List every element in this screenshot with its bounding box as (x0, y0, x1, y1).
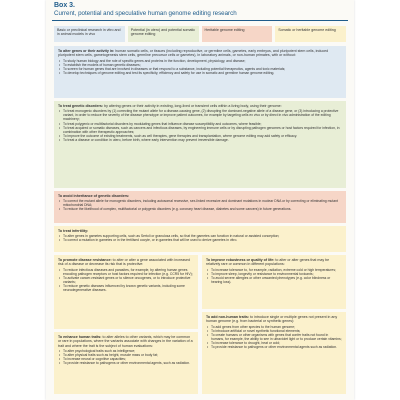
section-intro: to alter or alter genes that may be relatively rare or common in different populations: (206, 258, 330, 267)
bullet-list (206, 325, 342, 350)
section-lead: To avoid inheritance of genetic disorders: (58, 194, 130, 198)
legend-item-somatic-or-heritable: Somatic or heritable genome editing (275, 26, 346, 42)
bullet-item: • To treat monogenic disorders by (1) correcting the mutant allele for a disease-causing gene, (2) disrupting the dominant-negative allele of a disease gene, or (3) introducing a protective variant, in order to reduce the severity of the disease phenotype or improve patient outcomes, for example by targeting cells ex vivo or by direct in vivo administration of the editing machinery; (58, 109, 342, 121)
bullet-list (58, 234, 342, 242)
section-heading (206, 315, 342, 324)
bullet-list (58, 349, 194, 365)
bullet-list (58, 199, 342, 211)
bullet-list (58, 268, 194, 293)
box-title: Current, potential and speculative human genome editing research (54, 10, 237, 17)
section-intro: to alter or alter a gene associated with increased risk of a disease or decrease its risk that is protective: (58, 258, 190, 267)
legend-item-basic: Basic or preclinical research in vitro and in animal models in vivo (54, 26, 125, 42)
bullet-item: • To increase neural or cognitive capacities; (58, 357, 194, 361)
document-page (46, 0, 354, 400)
bullet-item: • To introduce artificial or novel synthetic functional elements; (206, 329, 342, 333)
bullet-item: • To improve sleep, longevity or resistance to environmental toxicants; (206, 272, 342, 276)
section-heading (58, 335, 194, 348)
section-lead: To treat genetic disorders: (58, 104, 104, 108)
section-treat-infertility (54, 226, 346, 252)
bullet-item: • To add genes from other species to the human genome; (206, 325, 342, 329)
bullet-item: • To treat a disease or condition in utero, before birth, where early intervention may prevent irreversible damage. (58, 138, 342, 142)
section-treat-genetic-disorders (54, 101, 346, 188)
section-avoid-inheritance (54, 191, 346, 223)
section-enhance-traits (54, 332, 198, 394)
section-disease-resistance (54, 255, 198, 329)
section-lead: To add non-human traits: (206, 315, 250, 319)
header-divider (52, 20, 348, 21)
bullet-item: • To increase tolerance to drought, heat or cold; (206, 341, 342, 345)
box-label: Box 3. (54, 2, 76, 9)
bullet-item: • To treat polygenic or multifactorial disorders by modulating genes that influence disease susceptibility and outcomes, where feasible; (58, 122, 342, 126)
bullet-item: • To activate cancer-resistant genes or to silence oncogenes, or to introduce protective variants; (58, 276, 194, 284)
section-heading (58, 104, 342, 108)
bullet-list (58, 59, 342, 75)
bullet-item: • To correct a mutation in gametes or in the fertilised oocyte, or in gametes that will be used to derive gametes in vitro. (58, 238, 342, 242)
bullet-item: • To develop techniques of genome editing and test its specificity, efficiency and safety for use in somatic and germline human genome editing. (58, 71, 342, 75)
section-intro: by altering genes or their activity in existing, long-lived or transient cells within a living body, using their genome: (103, 104, 282, 108)
section-add-nonhuman-traits (202, 312, 346, 394)
section-intro: human somatic cells, or tissues (including reproductive, or germline cells, gametes, early embryos, and pluripotent stem cells, induced pluripotent stem cells, gametogenesis stem cells, germline precursor cells or gametes), in laboratory animals, or non-human primates, with or without: (58, 49, 329, 58)
section-lead: To enhance human traits: (58, 335, 102, 339)
section-heading (58, 258, 194, 267)
section-intro: to introduce single or multiple genes not present in any human genome (e.g. from bacterial or synthetic genes): (206, 315, 338, 324)
legend-item-heritable: Heritable genome editing (202, 26, 273, 42)
bullet-list (206, 268, 342, 284)
bullet-item: • To reduce genetic diseases influenced by known genetic variants, including some neurodegenerative diseases. (58, 284, 194, 292)
bullet-item: • To study human biology and the role of specific genes and proteins in the function, development, physiology, and disease; (58, 59, 342, 63)
bullet-item: • To increase tolerance to, for example, radiation, extreme cold or high temperatures; (206, 268, 342, 272)
section-basic-research (54, 46, 346, 98)
legend (54, 26, 346, 42)
section-heading (58, 229, 342, 233)
bullet-item: • To avoid severe allergies or other unwanted phenotypes (e.g. color blindness or hearing loss). (206, 276, 342, 284)
bullet-item: • To correct the mutant allele for monogenic disorders, including autosomal recessive, sex-linked recessive and dominant mutations in nuclear DNA or by correcting or eliminating mutant mitochondrial DNA; (58, 199, 342, 207)
section-lead: To treat infertility: (58, 229, 89, 233)
bullet-item: • To alter physical traits such as height, muscle mass or body fat; (58, 353, 194, 357)
bullet-item: • To reduce the likelihood of complex, multifactorial or polygenic disorders (e.g. coronary heart disease, diabetes and some cancers) in future generations. (58, 207, 342, 211)
section-robustness (202, 255, 346, 309)
bullet-item: • To provide resistance to pathogens or other environmental agents such as radiation. (206, 345, 342, 349)
section-lead: To alter genes or their activity in: (58, 49, 115, 53)
section-lead: To promote disease resistance: (58, 258, 112, 262)
legend-item-somatic: Potential (in utero) and potential somatic genome editing (128, 26, 199, 42)
bullet-item: • To provide resistance to pathogens or other environmental agents, such as radiation. (58, 361, 194, 365)
section-heading (58, 194, 342, 198)
bullet-item: • To treat acquired or somatic diseases, such as cancers and infectious diseases, by engineering immune cells or by disrupting pathogen genomes or host factors required for infection, in combination with other therapeutic approaches; (58, 126, 342, 134)
bullet-item: • To improve the outcome of existing treatments, such as cell therapies, gene therapies and transplantation, where genome editing may add safety or efficacy. (58, 134, 342, 138)
bullet-item: • To screen for human genes that are involved in diseases or that respond to a substance, including potential therapeutics, agents and toxic materials; (58, 67, 342, 71)
box-header (54, 2, 237, 17)
bullet-item: • To alter genes in gametes supporting cells, such as Sertoli or granulosa cells, so that the gametes can function in natural or assisted conception; (58, 234, 342, 238)
bullet-item: • To establish the models of human genetic diseases; (58, 63, 342, 67)
section-heading (206, 258, 342, 267)
bullet-item: • To alter psychological traits such as intelligence; (58, 349, 194, 353)
section-lead: To improve robustness or quality of life: (206, 258, 275, 262)
section-heading (58, 49, 342, 58)
section-intro: to alter alleles to other variants, which may be common or rare in populations, where the variants associate with changes in the variation of a trait and where the trait is the subject of human evaluations: (58, 335, 193, 348)
bullet-item: • To reduce infectious diseases and parasites, for example, by altering human genes encoding pathogen receptors or host factors required for infection (e.g. CCR5 for HIV); (58, 268, 194, 276)
bullet-item: • To create humans or other organisms with genes that confer traits not found in humans, for example, the ability to see in ultraviolet light or to produce certain vitamins; (206, 333, 342, 341)
bullet-list (58, 109, 342, 142)
